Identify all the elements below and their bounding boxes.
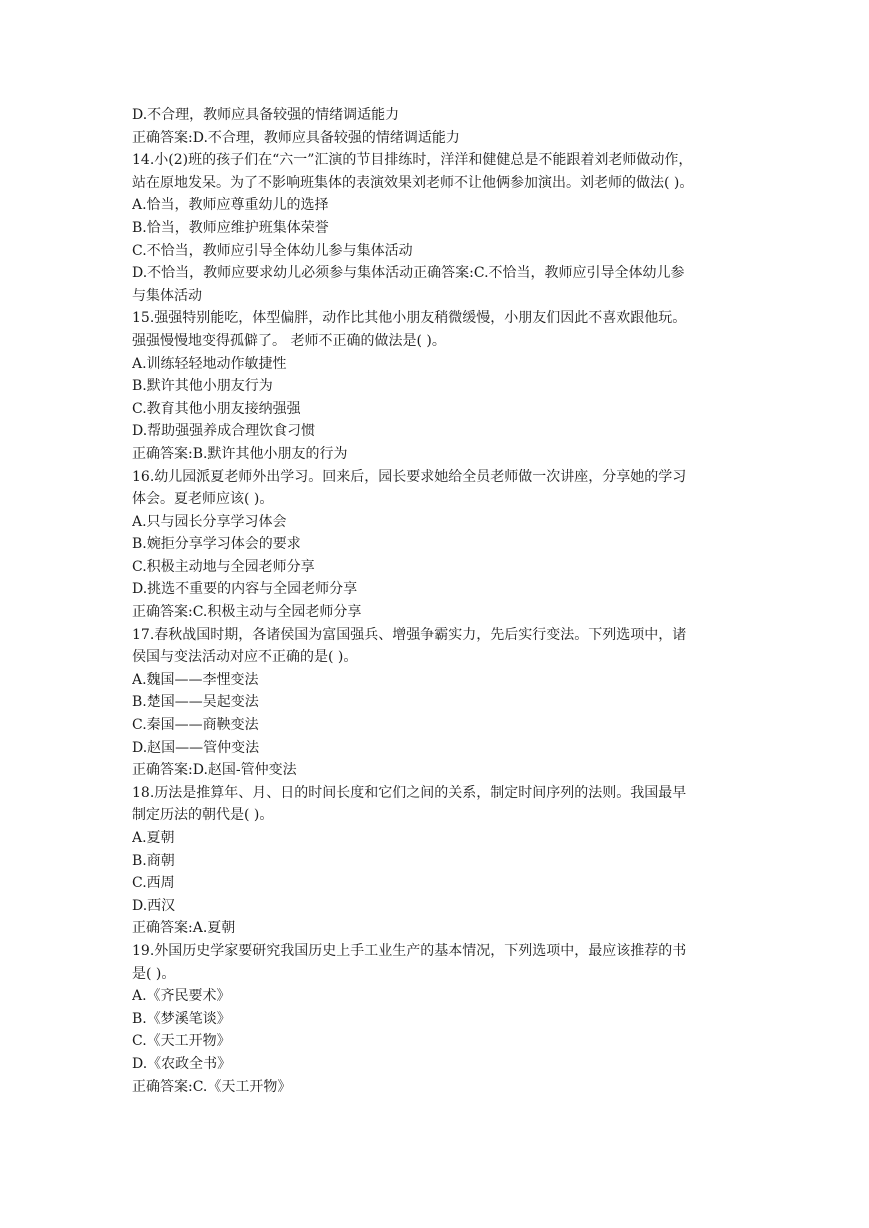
answer-line: 正确答案:C.《天工开物》 xyxy=(132,1078,292,1095)
option-c: C.西周 xyxy=(132,875,175,892)
question-18-cont: 制定历法的朝代是( )。 xyxy=(132,807,274,824)
option-a: A.魏国——李悝变法 xyxy=(132,671,259,688)
option-a: A.只与园长分享学习体会 xyxy=(132,513,287,530)
option-c: C.秦国——商鞅变法 xyxy=(132,717,259,734)
answer-line: 正确答案:B.默许其他小朋友的行为 xyxy=(132,445,348,462)
option-d: D.不恰当，教师应要求幼儿必须参与集体活动正确答案:C.不恰当，教师应引导全体幼儿参 xyxy=(132,265,685,282)
question-15: 15.强强特别能吃，体型偏胖，动作比其他小朋友稍微缓慢，小朋友们因此不喜欢跟他玩。 xyxy=(132,310,687,327)
answer-line-cont: 与集体活动 xyxy=(132,287,202,304)
question-17: 17.春秋战国时期，各诸侯国为富国强兵、增强争霸实力，先后实行变法。下列选项中，诸 xyxy=(132,626,687,643)
text-line: D.不合理，教师应具备较强的情绪调适能力 xyxy=(132,107,400,123)
option-a: A.《齐民要术》 xyxy=(132,988,231,1005)
question-14-cont: 站在原地发呆。为了不影响班集体的表演效果刘老师不让他俩参加演出。刘老师的做法( )。 xyxy=(132,174,694,191)
question-19-cont: 是( )。 xyxy=(132,965,176,982)
option-d: D.西汉 xyxy=(132,897,176,914)
option-b: B.商朝 xyxy=(132,852,175,869)
option-c: C.不恰当，教师应引导全体幼儿参与集体活动 xyxy=(132,242,413,259)
question-16: 16.幼儿园派夏老师外出学习。回来后，园长要求她给全员老师做一次讲座，分享她的学习 xyxy=(132,468,687,485)
answer-line: 正确答案:C.积极主动与全园老师分享 xyxy=(132,604,362,621)
option-d: D.赵国——管仲变法 xyxy=(132,739,260,756)
question-14: 14.小(2)班的孩子们在“六一”汇演的节目排练时，洋洋和健健总是不能跟着刘老师做动作， xyxy=(132,152,693,169)
option-d: D.挑选不重要的内容与全园老师分享 xyxy=(132,581,358,598)
option-a: A.训练轻轻地动作敏捷性 xyxy=(132,355,287,372)
question-16-cont: 体会。夏老师应该( )。 xyxy=(132,491,274,508)
option-a: A.恰当，教师应尊重幼儿的选择 xyxy=(132,197,329,214)
option-d: D.帮助强强养成合理饮食刁惯 xyxy=(132,423,316,440)
answer-line: 正确答案:D.不合理，教师应具备较强的情绪调适能力 xyxy=(132,129,460,146)
question-18: 18.历法是推算年、月、日的时间长度和它们之间的关系，制定时间序列的法则。我国最早 xyxy=(132,784,687,801)
option-b: B.楚国——吴起变法 xyxy=(132,694,259,711)
option-c: C.积极主动地与全园老师分享 xyxy=(132,558,315,575)
option-b: B.恰当，教师应维护班集体荣誉 xyxy=(132,219,329,236)
question-17-cont: 侯国与变法活动对应不正确的是( )。 xyxy=(132,649,358,666)
option-d: D.《农政全书》 xyxy=(132,1055,232,1072)
option-b: B.婉拒分享学习体会的要求 xyxy=(132,536,301,553)
question-15-cont: 强强慢慢地变得孤僻了。 老师不正确的做法是( )。 xyxy=(132,332,446,349)
option-a: A.夏朝 xyxy=(132,830,175,846)
option-b: B.《梦溪笔谈》 xyxy=(132,1010,231,1027)
document-page xyxy=(132,104,740,1098)
question-19: 19.外国历史学家要研究我国历史上手工业生产的基本情况，下列选项中，最应该推荐的书 xyxy=(132,942,687,959)
option-c: C.《天工开物》 xyxy=(132,1033,231,1050)
option-c: C.教育其他小朋友接纳强强 xyxy=(132,400,301,417)
answer-line: 正确答案:D.赵国-管仲变法 xyxy=(132,762,297,779)
option-b: B.默许其他小朋友行为 xyxy=(132,378,273,395)
answer-line: 正确答案:A.夏朝 xyxy=(132,920,236,937)
